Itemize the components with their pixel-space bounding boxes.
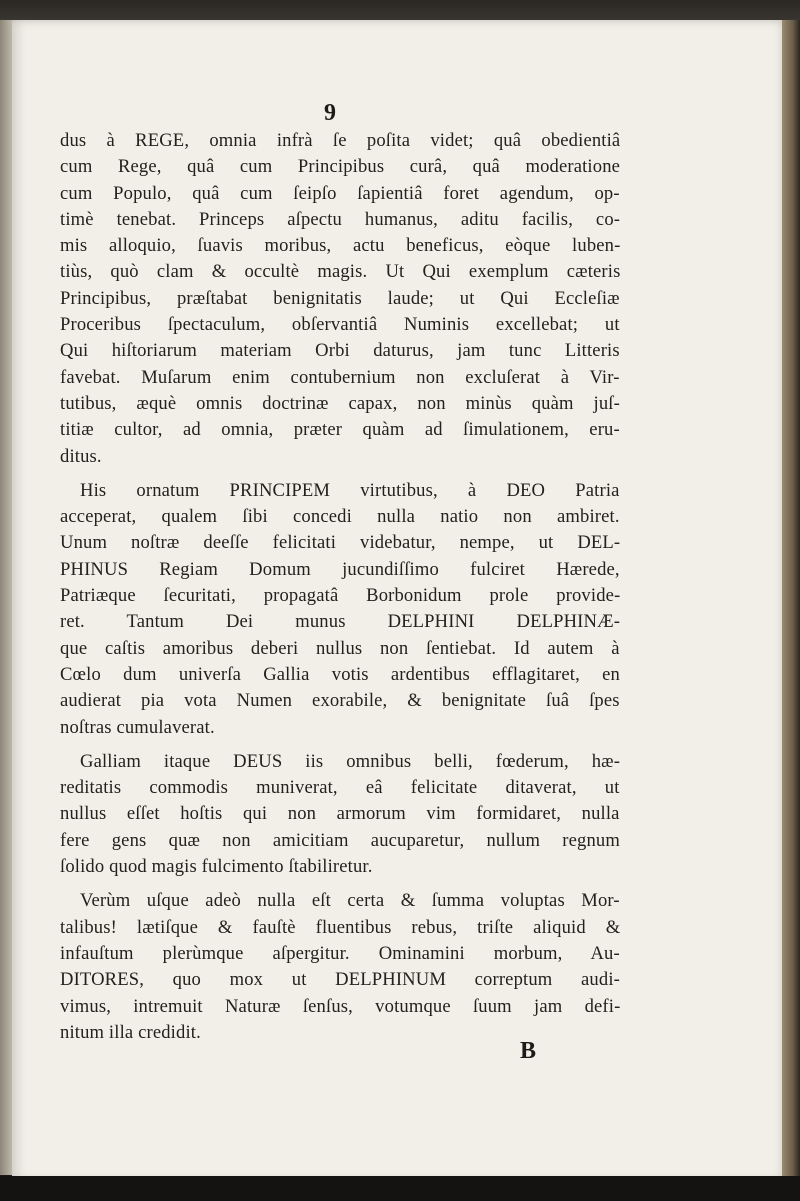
text-line: dus à REGE, omnia infrà ſe poſita videt; quâ obedientiâ [60, 130, 621, 151]
text-line: audierat pia vota Numen exorabile, & benignitate ſuâ ſpes [60, 690, 620, 712]
text-line: talibus! lætiſque & fauſtè fluentibus rebus, triſte aliquid & [60, 916, 621, 938]
text-line: mis alloquio, ſuavis moribus, actu beneficus, eòque luben- [60, 235, 621, 257]
text-line: Proceribus ſpectaculum, obſervantiâ Numinis excellebat; ut [60, 314, 620, 336]
text-line: noſtras cumulaverat. [60, 716, 215, 738]
paragraph [60, 749, 620, 880]
body-text [60, 128, 620, 1046]
background-bottom [0, 1176, 800, 1201]
text-line: infauſtum plerùmque aſpergitur. Ominamini morbum, Au- [60, 942, 620, 964]
text-line: que caſtis amoribus deberi nullus non ſentiebat. Id autem à [60, 637, 620, 659]
text-line: favebat. Muſarum enim contubernium non excluſerat à Vir- [60, 366, 620, 388]
text-line: Verùm uſque adeò nulla eſt certa & ſumma voluptas Mor- [80, 890, 620, 912]
text-line: ſolido quod magis fulcimento ſtabiliretur. [60, 856, 373, 878]
paragraph [60, 888, 620, 1046]
text-line: ret. Tantum Dei munus DELPHINI DELPHINÆ- [60, 611, 621, 633]
page-number: 9 [324, 100, 336, 126]
text-line: timè tenebat. Princeps aſpectu humanus, aditu facilis, co- [60, 208, 621, 230]
text-line: Cœlo dum univerſa Gallia votis ardentibus efflagitaret, en [60, 663, 620, 685]
text-line: Principibus, præſtabat benignitatis laude; ut Qui Eccleſiæ [60, 287, 620, 309]
text-line: Qui hiſtoriarum materiam Orbi daturus, jam tunc Litteris [60, 340, 620, 362]
page-right-edge [782, 20, 800, 1180]
text-line: cum Rege, quâ cum Principibus curâ, quâ moderatione [60, 156, 621, 178]
paragraph [60, 478, 620, 741]
text-line: nullus eſſet hoſtis qui non armorum vim formidaret, nulla [60, 803, 620, 825]
text-line: DITORES, quo mox ut DELPHINUM correptum audi- [60, 969, 620, 991]
text-line: Unum noſtræ deeſſe felicitati videbatur, nempe, ut DEL- [60, 532, 621, 554]
text-line: ditus. [60, 445, 102, 467]
text-line: acceperat, qualem ſibi concedi nulla natio non ambiret. [60, 506, 620, 528]
background-top [0, 0, 800, 22]
text-line: His ornatum PRINCIPEM virtutibus, à DEO Patria [80, 479, 620, 501]
text-line: vimus, intremuit Naturæ ſenſus, votumque ſuum jam defi- [60, 995, 621, 1017]
text-line: fere gens quæ non amicitiam aucuparetur, nullum regnum [60, 829, 620, 851]
text-line: PHINUS Regiam Domum jucundiſſimo fulciret Hærede, [60, 558, 620, 580]
text-line: titiæ cultor, ad omnia, præter quàm ad ſimulationem, eru- [60, 419, 620, 441]
text-line: Galliam itaque DEUS iis omnibus belli, fœderum, hæ- [80, 750, 621, 772]
text-line: nitum illa credidit. [60, 1021, 201, 1043]
paragraph [60, 128, 620, 470]
text-line: reditatis commodis muniverat, eâ felicitate ditaverat, ut [60, 777, 620, 799]
text-line: cum Populo, quâ cum ſeipſo ſapientiâ foret agendum, op- [60, 182, 620, 204]
text-line: tiùs, quò clam & occultè magis. Ut Qui exemplum cæteris [60, 261, 621, 283]
signature-mark: B [520, 1038, 537, 1064]
text-line: tutibus, æquè omnis doctrinæ capax, non minùs quàm juſ- [60, 392, 620, 414]
text-line: Patriæque ſecuritati, propagatâ Borbonidum prole provide- [60, 585, 621, 607]
